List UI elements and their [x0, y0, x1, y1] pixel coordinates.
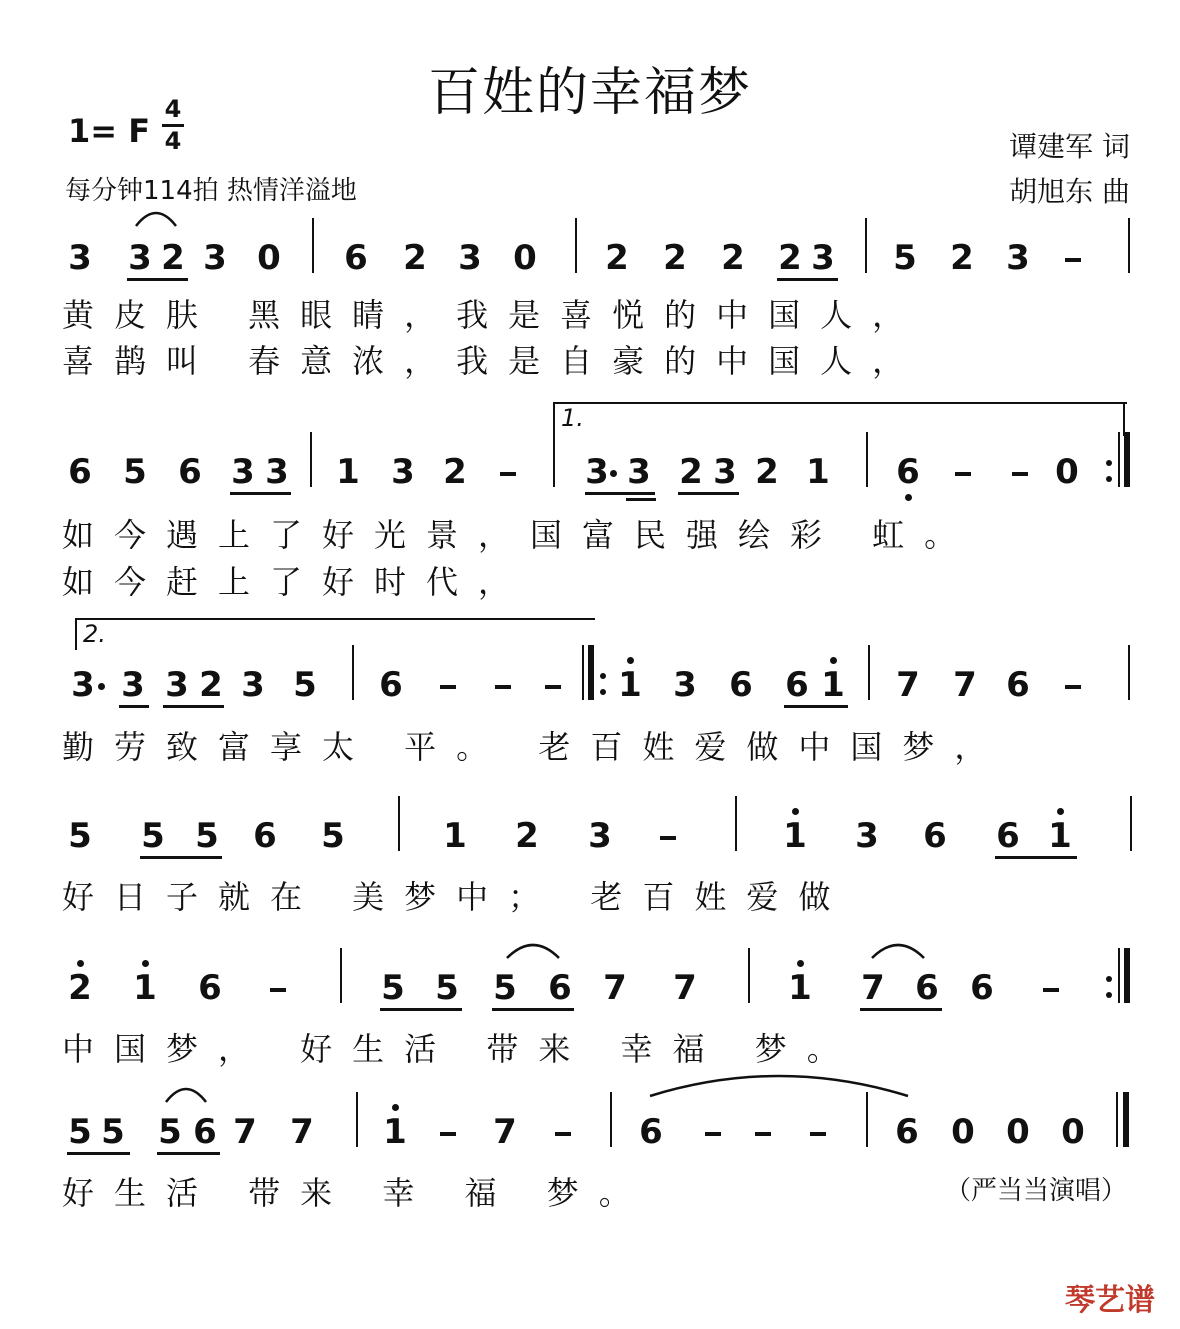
- volta-bracket-2: [75, 618, 595, 650]
- note: 1: [806, 452, 830, 492]
- note: 7: [673, 968, 697, 1008]
- note: 3: [121, 665, 145, 705]
- slur: [164, 1084, 208, 1104]
- note: 1: [788, 968, 812, 1008]
- note: 6: [178, 452, 202, 492]
- note: 6: [379, 665, 403, 705]
- song-title: 百姓的幸福梦: [427, 63, 752, 123]
- slur: [505, 940, 561, 960]
- note: 6: [639, 1112, 663, 1152]
- time-sig-top: 4: [164, 95, 182, 123]
- note: 3: [713, 452, 737, 492]
- note: 3: [585, 452, 609, 492]
- singer-credit: （严当当演唱）: [945, 1176, 1128, 1206]
- score-row-3: [0, 655, 1180, 715]
- time-sig-bottom: 4: [164, 127, 182, 155]
- note: 0: [513, 238, 537, 278]
- note: 3: [627, 452, 651, 492]
- volta-bracket-1: [553, 402, 1127, 438]
- note: 1: [336, 452, 360, 492]
- lyric-line-2b: 如今赶上了好时代，: [62, 563, 531, 601]
- note: 2: [443, 452, 467, 492]
- score-row-6: [0, 1102, 1180, 1162]
- note: 0: [1006, 1112, 1030, 1152]
- note: 3: [391, 452, 415, 492]
- note: 7: [290, 1112, 314, 1152]
- note: 5: [123, 452, 147, 492]
- note: 6: [1006, 665, 1030, 705]
- note: 6: [923, 816, 947, 856]
- note: 2: [950, 238, 974, 278]
- note: 5: [321, 816, 345, 856]
- score-row-2: [0, 442, 1180, 502]
- time-signature: [160, 95, 186, 156]
- lyric-line-5: 中国梦， 好生活 带来 幸福 梦。: [62, 1030, 859, 1068]
- note: 0: [257, 238, 281, 278]
- note: 2: [403, 238, 427, 278]
- note: 6: [785, 665, 809, 705]
- slur: [870, 940, 926, 960]
- note: 5: [68, 1112, 92, 1152]
- note: 5: [101, 1112, 125, 1152]
- note: 2: [199, 665, 223, 705]
- note: 6: [970, 968, 994, 1008]
- note: 6: [253, 816, 277, 856]
- note: 3: [68, 238, 92, 278]
- note: 5: [141, 816, 165, 856]
- lyric-line-1b: 喜鹊叫 春意浓，我是自豪的中国人，: [62, 342, 925, 380]
- note: 6: [729, 665, 753, 705]
- note: 5: [893, 238, 917, 278]
- note: 2: [721, 238, 745, 278]
- lyricist-credit: 谭建军 词: [1009, 130, 1130, 163]
- note: 2: [663, 238, 687, 278]
- note: 3: [673, 665, 697, 705]
- note: 2: [605, 238, 629, 278]
- note: 6: [68, 452, 92, 492]
- tie: [648, 1072, 910, 1098]
- note: 3: [203, 238, 227, 278]
- note: 2: [515, 816, 539, 856]
- note: 1: [443, 816, 467, 856]
- note: 7: [953, 665, 977, 705]
- note: 7: [861, 968, 885, 1008]
- note: 0: [1061, 1112, 1085, 1152]
- note: 3: [241, 665, 265, 705]
- note: 5: [158, 1112, 182, 1152]
- slur: [134, 208, 178, 228]
- note: 5: [293, 665, 317, 705]
- note: 7: [603, 968, 627, 1008]
- note: 6: [895, 1112, 919, 1152]
- note: 0: [951, 1112, 975, 1152]
- note: 6: [548, 968, 572, 1008]
- note: 3: [1006, 238, 1030, 278]
- score-row-4: [0, 806, 1180, 866]
- note: 6: [996, 816, 1020, 856]
- note: 3: [588, 816, 612, 856]
- note: 6: [344, 238, 368, 278]
- note: 3: [265, 452, 289, 492]
- lyric-line-3: 勤劳致富享太 平。 老百姓爱做中国梦，: [62, 728, 1007, 766]
- note: 2: [755, 452, 779, 492]
- note: 3: [811, 238, 835, 278]
- volta-2-label: 2.: [83, 620, 106, 648]
- lyric-line-2a: 如今遇上了好光景，国富民强绘彩 虹。: [62, 516, 977, 554]
- key-signature: 1= F: [68, 112, 151, 150]
- note: 2: [679, 452, 703, 492]
- tempo-marking: 每分钟114拍 热情洋溢地: [65, 176, 357, 206]
- lyric-line-4: 好日子就在 美梦中； 老百姓爱做: [62, 878, 851, 916]
- note: 6: [896, 452, 920, 492]
- note: 3: [458, 238, 482, 278]
- watermark-logo: 琴艺谱: [1065, 1283, 1155, 1318]
- note: 0: [1055, 452, 1079, 492]
- note: 7: [493, 1112, 517, 1152]
- note: 5: [493, 968, 517, 1008]
- score-row-1: [0, 228, 1180, 288]
- note: 3: [71, 665, 95, 705]
- note: 5: [195, 816, 219, 856]
- note: 5: [68, 816, 92, 856]
- note: 6: [915, 968, 939, 1008]
- lyric-line-1a: 黄皮肤 黑眼睛，我是喜悦的中国人，: [62, 296, 925, 334]
- note: 5: [435, 968, 459, 1008]
- note: 6: [198, 968, 222, 1008]
- note: 3: [231, 452, 255, 492]
- note: 1: [1048, 816, 1072, 856]
- note: 1: [618, 665, 642, 705]
- note: 3: [855, 816, 879, 856]
- score-row-5: [0, 958, 1180, 1018]
- composer-credit: 胡旭东 曲: [1009, 175, 1130, 208]
- note: 3: [165, 665, 189, 705]
- note: 1: [133, 968, 157, 1008]
- note: 7: [233, 1112, 257, 1152]
- lyric-line-6: 好生活 带来 幸 福 梦。: [62, 1174, 651, 1212]
- note: 3: [128, 238, 152, 278]
- note: 7: [896, 665, 920, 705]
- note: 1: [821, 665, 845, 705]
- note: 2: [68, 968, 92, 1008]
- note: 6: [193, 1112, 217, 1152]
- note: 1: [383, 1112, 407, 1152]
- note: 2: [161, 238, 185, 278]
- volta-1-label: 1.: [561, 404, 584, 432]
- note: 1: [783, 816, 807, 856]
- note: 5: [381, 968, 405, 1008]
- note: 2: [778, 238, 802, 278]
